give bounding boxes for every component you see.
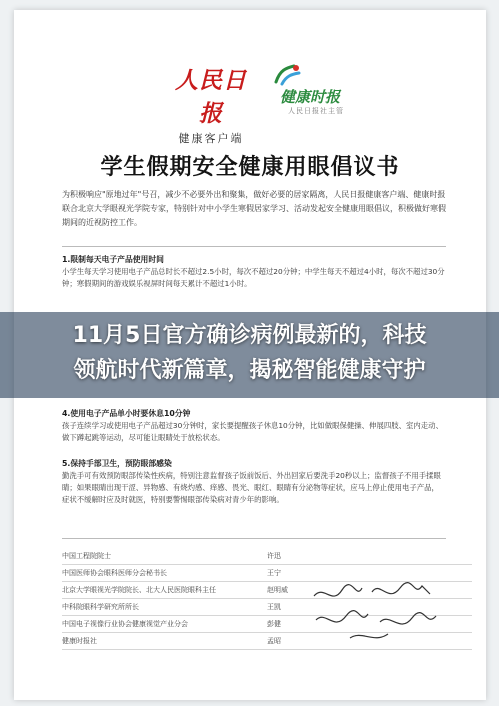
health-times-logo (268, 62, 364, 118)
health-times-sublabel: 人民日报社主管 (288, 107, 344, 115)
section-body: 孩子连续学习或使用电子产品超过30分钟时，家长要提醒孩子休息10分钟，比如做眼保健操、伸展四肢、室内走动、做下蹲起跳等运动，尽可能让眼睛处于放松状态。 (62, 421, 443, 442)
intro-paragraph: 为积极响应"原地过年"号召，减少不必要外出和聚集，做好必要的居家隔离，人民日报健康客户端、健康时报联合北京大学眼视光学院专家，特别针对中小学生寒假居家学习、活动发起安全健康用眼倡议，积极做好寒假期间的近视防控工作。 (62, 190, 446, 227)
signatory-name: 王宁 (267, 569, 281, 577)
health-times-emblem-icon (272, 64, 302, 88)
section-hand-hygiene (62, 458, 446, 506)
signatory-name: 孟昭 (267, 637, 281, 645)
signatory-name: 王凯 (267, 603, 281, 611)
section-screen-time (62, 254, 446, 290)
header-logos (14, 62, 486, 145)
headline-line-1: 11月5日官方确诊病例最新的，科技 (72, 323, 427, 348)
divider (62, 538, 446, 539)
health-times-logo-text: 健康时报 (280, 88, 341, 106)
signatory-org: 中国医师协会眼科医师分会秘书长 (62, 569, 167, 577)
signatory-name: 许迅 (267, 552, 281, 560)
section-body: 勤洗手可有效预防眼部传染性疾病，特别注意监督孩子饭前饭后、外出回家后要洗手20秒以上；监督孩子不用手揉眼睛；如果眼睛出现干涩、异物感、有烧灼感、痒感、畏光、眼红、眼睛有分泌物等症状，应马上停止使用电子产品，症状不缓解时应及时就医，特别要警惕眼部传染病对青少年的影响。 (62, 471, 441, 504)
signatory-org: 中科院眼科学研究所所长 (62, 603, 139, 611)
section-heading: 1.限制每天电子产品使用时间 (62, 255, 164, 264)
signatory-org: 北京大学眼视光学院院长、北大人民医院眼科主任 (62, 586, 216, 594)
section-heading: 4.使用电子产品单小时要休息10分钟 (62, 409, 191, 418)
signatory-name: 彭健 (267, 620, 281, 628)
handwritten-signatures (310, 576, 460, 646)
section-heading: 5.保持手部卫生，预防眼部感染 (62, 459, 172, 468)
headline-line-2: 领航时代新篇章，揭秘智能健康守护 (73, 358, 426, 383)
signatory-org: 中国工程院院士 (62, 552, 111, 560)
signatory-org: 健康时报社 (62, 637, 97, 645)
section-body: 小学生每天学习使用电子产品总时长不超过2.5小时，每次不超过20分钟；中学生每天不超过4小时，每次不超过30分钟；寒假期间的游戏娱乐视屏时间每天累计不超过1小时。 (62, 267, 445, 288)
signatory-org: 中国电子视像行业协会健康视觉产业分会 (62, 620, 188, 628)
list-item (62, 548, 472, 565)
headline-banner (0, 318, 499, 388)
document-title: 学生假期安全健康用眼倡议书 (100, 155, 400, 180)
signatory-name: 赵明威 (267, 586, 288, 594)
section-rest-breaks (62, 408, 446, 444)
peoples-daily-logo-text: 人民日报 (175, 67, 247, 127)
divider (62, 246, 446, 247)
peoples-daily-logo (170, 62, 252, 145)
health-client-label: 健康客户端 (178, 132, 244, 145)
